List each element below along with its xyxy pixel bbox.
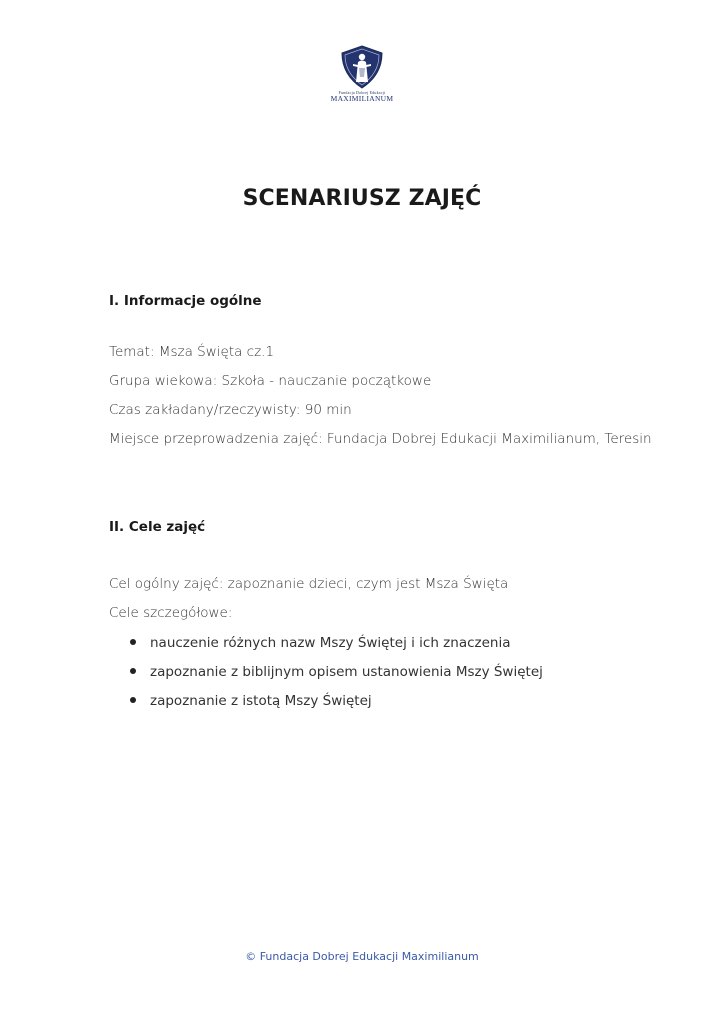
list-item (130, 635, 511, 651)
info-topic: Temat: Msza Święta cz.1 (109, 344, 275, 360)
section-heading-general-info: I. Informacje ogólne (109, 293, 262, 309)
shield-icon (339, 44, 385, 90)
goal-general: Cel ogólny zajęć: zapoznanie dzieci, czym jest Msza Święta (109, 576, 509, 592)
info-age-group: Grupa wiekowa: Szkoła - nauczanie początkowe (109, 373, 432, 389)
foundation-logo (331, 44, 393, 106)
bullet-icon (130, 668, 136, 674)
list-item-text: nauczenie różnych nazw Mszy Świętej i ich znaczenia (150, 635, 511, 651)
list-item (130, 664, 543, 680)
page-title: SCENARIUSZ ZAJĘĆ (242, 186, 482, 211)
list-item-text: zapoznanie z biblijnym opisem ustanowienia Mszy Świętej (150, 664, 543, 680)
section-heading-goals: II. Cele zajęć (109, 519, 206, 535)
goals-detailed-label: Cele szczegółowe: (109, 605, 233, 621)
logo-subtitle: Fundacja Dobrej Edukacji (338, 90, 386, 95)
page-footer: © Fundacja Dobrej Edukacji Maximilianum (245, 950, 479, 963)
info-location: Miejsce przeprowadzenia zajęć: Fundacja Dobrej Edukacji Maximilianum, Teresin (109, 431, 652, 447)
list-item (130, 693, 372, 709)
bullet-icon (130, 697, 136, 703)
logo-name: MAXIMILIANUM (330, 94, 394, 103)
bullet-icon (130, 639, 136, 645)
info-duration: Czas zakładany/rzeczywisty: 90 min (109, 402, 352, 418)
list-item-text: zapoznanie z istotą Mszy Świętej (150, 693, 372, 709)
